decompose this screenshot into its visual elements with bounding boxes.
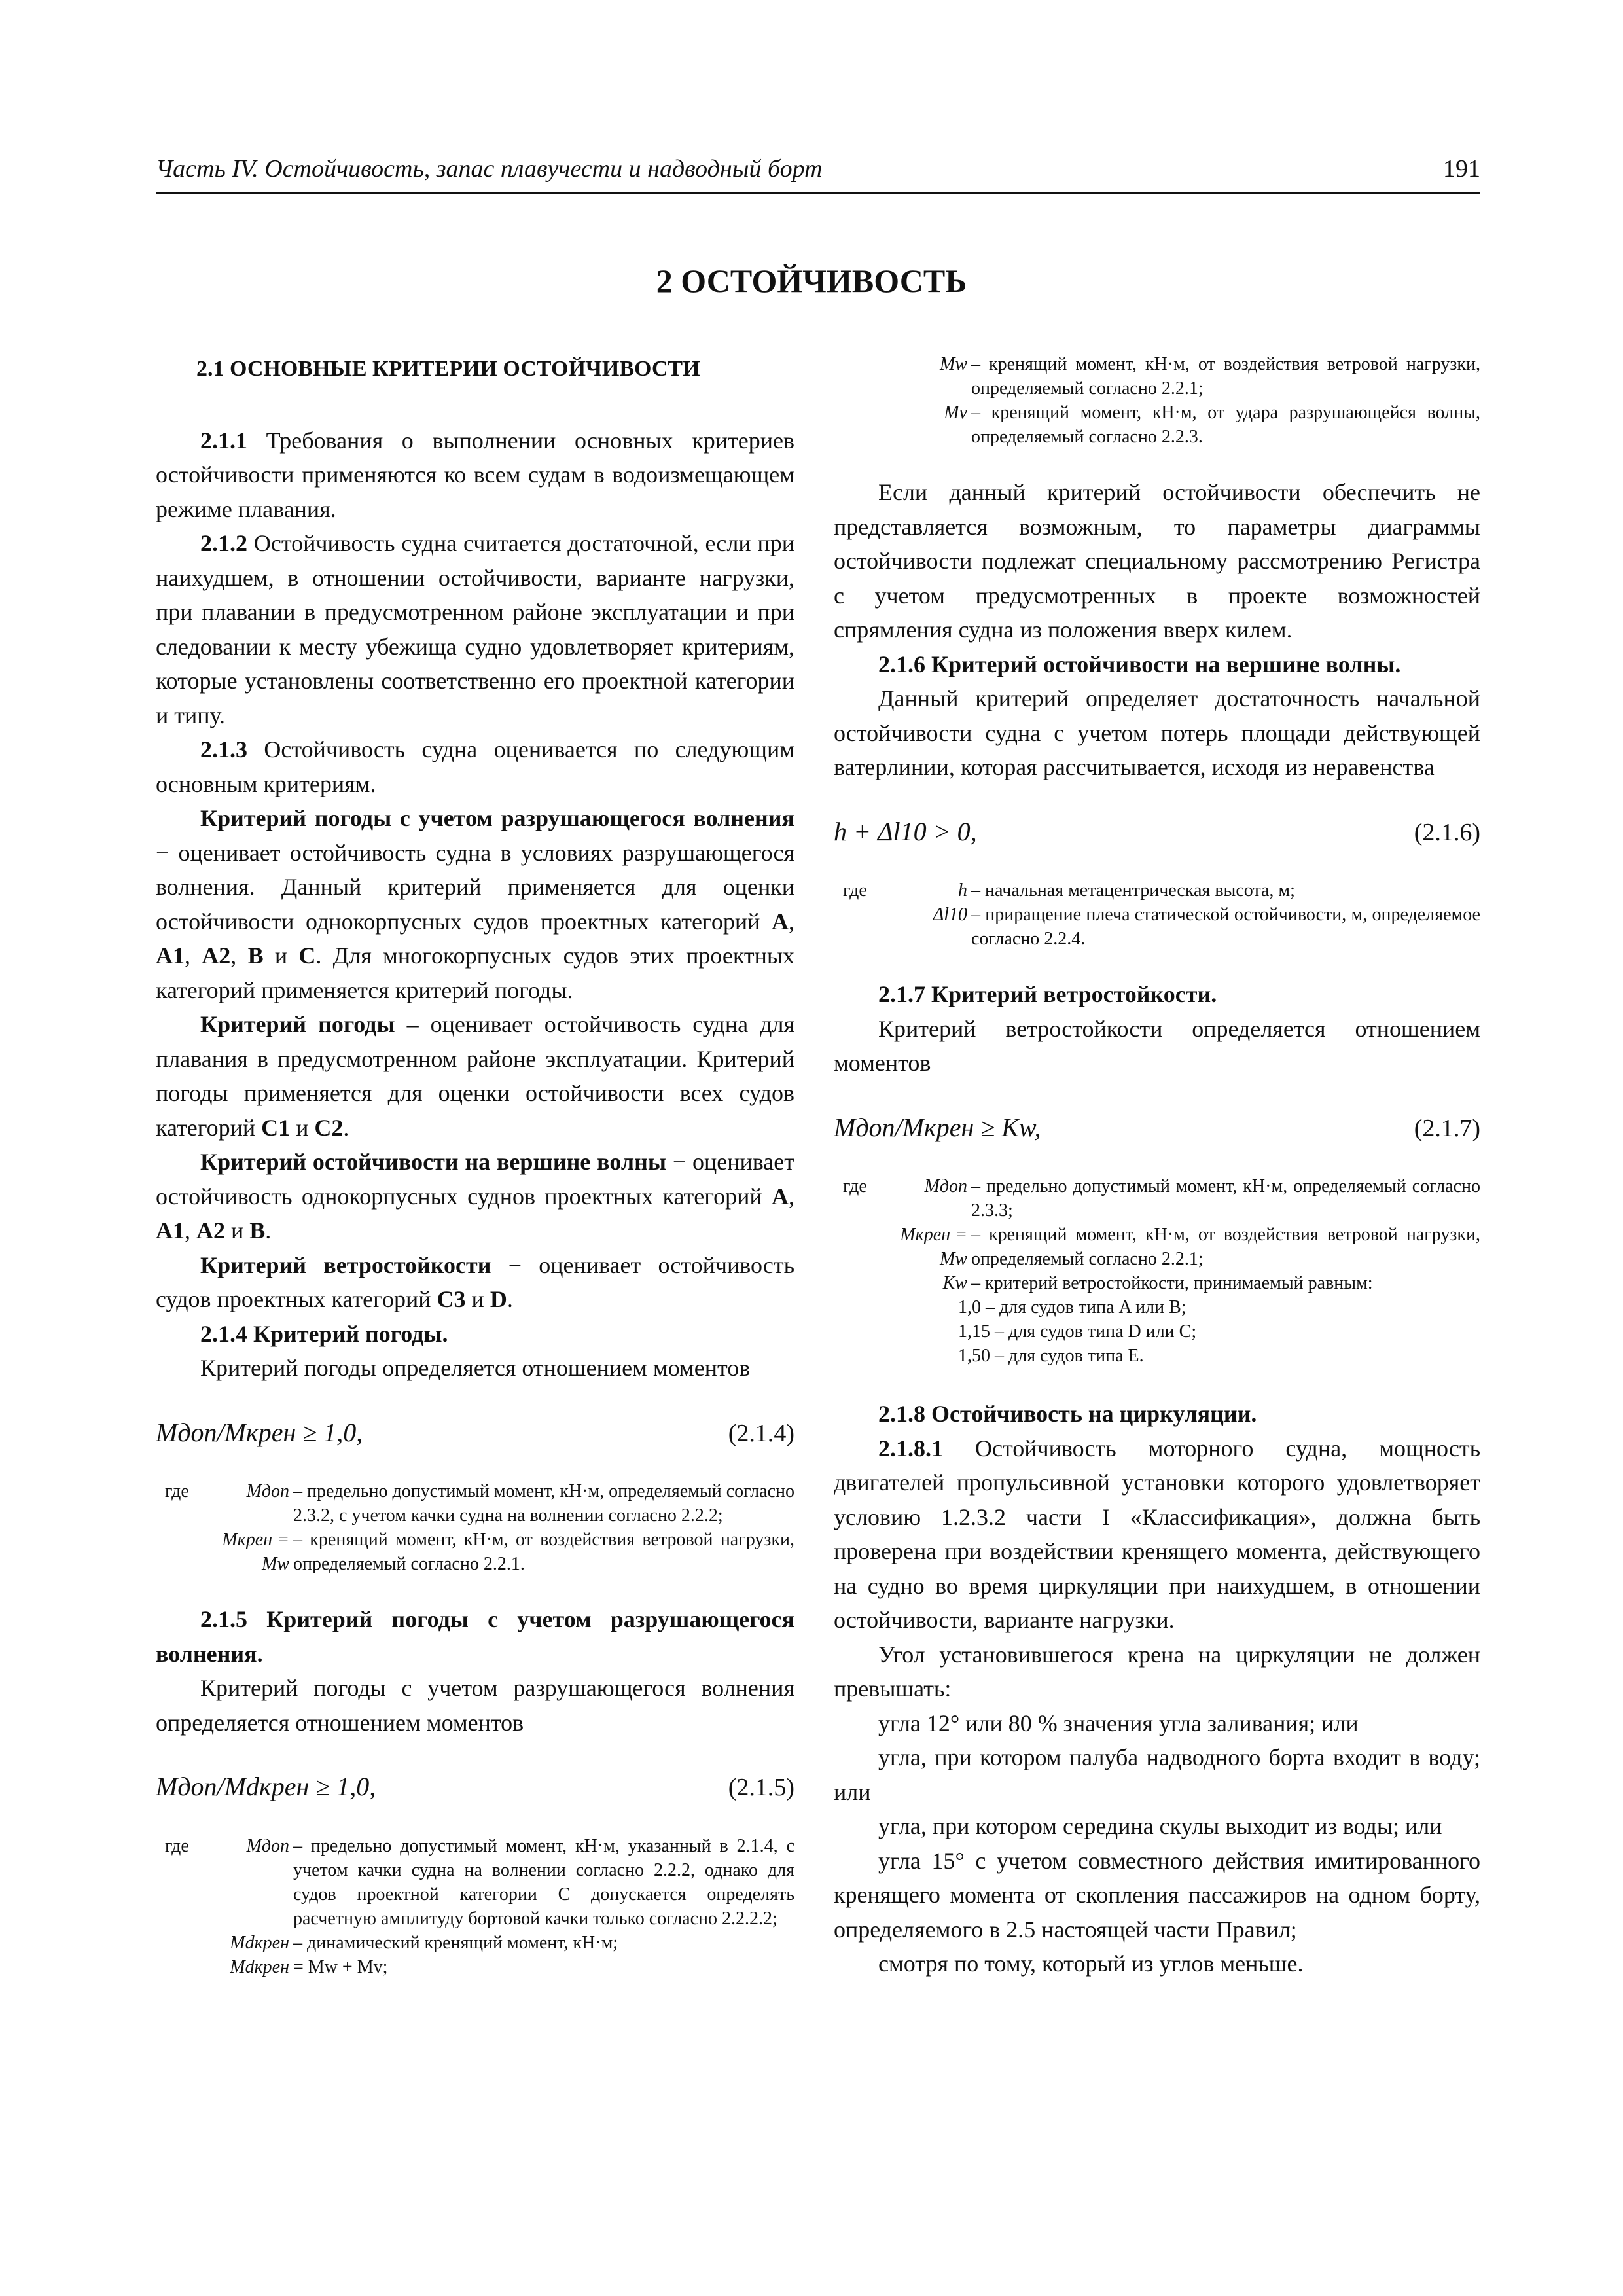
right-column <box>834 352 1480 1981</box>
criterion-breaking-wave <box>156 801 794 1007</box>
angle-condition-2: угла, при котором палуба надводного борта входит в воду; или <box>834 1744 1480 1805</box>
legend-row <box>834 401 1480 449</box>
criterion-weather <box>156 1007 794 1145</box>
legend-row <box>834 1271 1480 1295</box>
paragraph-2-1-7: Критерий ветростойкости определяется отношением моментов <box>834 1015 1480 1076</box>
legend-sym: Mdкрен <box>230 1932 289 1953</box>
legend-sym: Mv <box>944 403 967 423</box>
heading-2-1-7: 2.1.7 Критерий ветростойкости. <box>878 981 1217 1007</box>
legend-row <box>156 1479 794 1528</box>
legend-lbl: где <box>843 880 867 901</box>
criterion-text: − оценивает остойчивость судов проектных категорий <box>156 1251 795 1312</box>
criterion-wind-resistance <box>156 1248 794 1317</box>
paragraph-2-1-6: Данный критерий определяет достаточность начальной остойчивости судна с учетом потерь площади действующей ватерлинии, которая рассчитывается, исходя из неравенства <box>834 685 1480 780</box>
legend-row <box>156 1931 794 1955</box>
legend-desc: – кренящий момент, кН·м, от удара разрушающейся волны, определяемый согласно 2.2.3. <box>971 403 1480 447</box>
paragraph-2-1-3 <box>156 732 794 801</box>
paragraph-number: 2.1.2 <box>200 530 247 556</box>
separator: и <box>465 1286 490 1312</box>
heading-2-1-4: 2.1.4 Критерий погоды. <box>200 1320 448 1347</box>
formula-legend-2-1-7 <box>834 1174 1480 1295</box>
legend-sym: Mкрен = Mw <box>222 1530 289 1574</box>
paragraph-if-not-ensured: Если данный критерий остойчивости обеспечить не представляется возможным, то параметры диаграммы остойчивости подлежат специальному рассмотрению Регистра с учетом предусмотренных в проекте возможностей спрямления судна из положения вверх килем. <box>834 479 1480 643</box>
legend-row <box>834 878 1480 903</box>
category-c2: C2 <box>314 1114 344 1141</box>
legend-row <box>834 903 1480 951</box>
category-a: A <box>772 908 789 935</box>
legend-lbl: где <box>165 1481 189 1501</box>
paragraph-2-1-8-1 <box>834 1431 1480 1638</box>
legend-row <box>156 1955 794 1979</box>
legend-desc: – кренящий момент, кН·м, от воздействия ветровой нагрузки, определяемый согласно 2.2.1. <box>293 1530 794 1574</box>
formula-expression: Mдоп/Mкрен ≥ 1,0, <box>156 1417 363 1447</box>
legend-row <box>834 1223 1480 1271</box>
paragraph-heel-angle: Угол установившегося крена на циркуляции не должен превышать: <box>834 1641 1480 1702</box>
formula-legend-2-1-4 <box>156 1479 794 1576</box>
list-item: 1,0 – для судов типа A или B; <box>958 1297 1186 1318</box>
criterion-text: − оценивает остойчивость однокорпусных суднов проектных категорий <box>156 1149 794 1210</box>
category-a2: A2 <box>196 1217 225 1244</box>
legend-desc: – начальная метацентрическая высота, м; <box>971 880 1295 901</box>
category-c: C <box>298 942 316 969</box>
legend-sym: Mкрен = Mw <box>900 1225 967 1269</box>
paragraph-number: 2.1.8.1 <box>878 1435 943 1462</box>
angle-condition-3: угла, при котором середина скулы выходит из воды; или <box>878 1813 1442 1839</box>
left-column <box>156 352 794 2005</box>
legend-desc: – приращение плеча статической остойчивости, м, определяемое согласно 2.2.4. <box>971 905 1480 949</box>
legend-row <box>834 1174 1480 1223</box>
legend-row <box>156 1834 794 1931</box>
legend-lbl <box>834 1223 893 1271</box>
formula-2-1-5 <box>156 1770 794 1805</box>
paragraph-2-1-1 <box>156 423 794 527</box>
legend-desc: – предельно допустимый момент, кН·м, указанный в 2.1.4, с учетом качки судна на волнении согласно 2.2.2, однако для судов проектной категории C допускается определять расчетную амплитуду бортовой качки только согласно 2.2.2.2; <box>293 1835 794 1929</box>
criterion-term: Критерий ветростойкости <box>200 1251 491 1278</box>
formula-number: (2.1.4) <box>728 1419 794 1447</box>
criterion-wave-crest <box>156 1145 794 1248</box>
paragraph-number: 2.1.3 <box>200 736 247 762</box>
legend-desc: = Mw + Mv; <box>293 1956 388 1977</box>
separator: . <box>507 1286 513 1312</box>
legend-lbl <box>834 352 893 401</box>
paragraph-text: Остойчивость судна оценивается по следующим основным критериям. <box>156 736 794 797</box>
list-item: 1,50 – для судов типа E. <box>958 1346 1144 1366</box>
page-number: 191 <box>1443 155 1480 183</box>
legend-lbl <box>834 1271 893 1295</box>
criterion-term: Критерий остойчивости на вершине волны <box>200 1149 666 1175</box>
paragraph-text: Требования о выполнении основных критериев остойчивости применяются ко всем судам в водоизмещающем режиме плавания. <box>156 427 794 522</box>
criterion-term: Критерий погоды <box>200 1011 395 1037</box>
formula-2-1-7 <box>834 1111 1480 1146</box>
paragraph-2-1-5: Критерий погоды с учетом разрушающегося волнения определяется отношением моментов <box>156 1675 794 1736</box>
legend-sym: Δl10 <box>933 905 967 925</box>
heading-2-1-8: 2.1.8 Остойчивость на циркуляции. <box>878 1401 1257 1427</box>
category-a1: A1 <box>156 1217 185 1244</box>
legend-lbl <box>156 1955 215 1979</box>
separator: , <box>230 942 248 969</box>
section-title: 2.1 ОСНОВНЫЕ КРИТЕРИИ ОСТОЙЧИВОСТИ <box>196 357 700 381</box>
header-rule <box>156 192 1480 194</box>
formula-number: (2.1.6) <box>1414 818 1480 846</box>
legend-desc: – кренящий момент, кН·м, от воздействия ветровой нагрузки, определяемый согласно 2.2.1; <box>971 1225 1480 1269</box>
legend-sym: h <box>958 880 967 901</box>
paragraph-number: 2.1.1 <box>200 427 247 454</box>
running-header-title: Часть IV. Остойчивость, запас плавучести и надводный борт <box>156 155 823 183</box>
separator: , <box>185 942 202 969</box>
formula-legend-continued <box>834 352 1480 449</box>
criterion-term: Критерий погоды с учетом разрушающегося волнения <box>200 805 794 831</box>
legend-lbl <box>156 1528 215 1576</box>
formula-2-1-6 <box>834 815 1480 850</box>
category-a2: A2 <box>202 942 231 969</box>
category-d: D <box>490 1286 507 1312</box>
separator: , <box>185 1217 196 1244</box>
paragraph-text: Остойчивость моторного судна, мощность двигателей пропульсивной установки которого удовлетворяет условию 1.2.3.2 части I «Классификация», должна быть проверена при воздействии кренящего момента, действующего на судно во время циркуляции при наихудшем, в отношении остойчивости, варианте нагрузки. <box>834 1435 1480 1633</box>
legend-row <box>834 352 1480 401</box>
legend-sym: Mдоп <box>246 1835 289 1856</box>
list-item: 1,15 – для судов типа D или C; <box>958 1321 1197 1342</box>
formula-expression: Mдоп/Mкрен ≥ Kw, <box>834 1112 1041 1142</box>
category-c1: C1 <box>261 1114 291 1141</box>
legend-sym: Mдоп <box>246 1481 289 1501</box>
legend-sym: Mдоп <box>924 1176 967 1196</box>
category-a1: A1 <box>156 942 185 969</box>
separator: и <box>225 1217 250 1244</box>
legend-desc: – динамический кренящий момент, кН·м; <box>293 1932 618 1953</box>
legend-lbl <box>156 1931 215 1955</box>
angle-condition-4: угла 15° с учетом совместного действия имитированного кренящего момента от скопления пассажиров на одном борту, определяемого в 2.5 настоящей части Правил; <box>834 1847 1480 1943</box>
legend-lbl: где <box>165 1835 189 1856</box>
legend-desc: – критерий ветростойкости, принимаемый равным: <box>971 1273 1373 1293</box>
criterion-text: − оценивает остойчивость судна в условиях разрушающегося волнения. Данный критерий применяется для оценки остойчивости однокорпусных судов проектных категорий <box>156 839 794 935</box>
category-b: B <box>247 942 264 969</box>
separator: , <box>789 908 794 935</box>
legend-desc: – предельно допустимый момент, кН·м, определяемый согласно 2.3.2, с учетом качки судна на волнении согласно 2.2.2; <box>293 1481 794 1526</box>
legend-sym: Kw <box>942 1273 967 1293</box>
legend-lbl <box>834 903 893 951</box>
paragraph-2-1-4: Критерий погоды определяется отношением моментов <box>200 1355 751 1381</box>
legend-desc: – кренящий момент, кН·м, от воздействия ветровой нагрузки, определяемый согласно 2.2.1; <box>971 354 1480 399</box>
legend-sym: Mw <box>940 354 967 374</box>
heading-2-1-5: 2.1.5 Критерий погоды с учетом разрушающегося волнения. <box>156 1606 794 1667</box>
formula-expression: Mдоп/Mdкрен ≥ 1,0, <box>156 1772 376 1801</box>
formula-2-1-4 <box>156 1416 794 1451</box>
chapter-title: 2 ОСТОЙЧИВОСТЬ <box>656 262 967 299</box>
formula-expression: h + Δl10 > 0, <box>834 816 977 846</box>
legend-lbl: где <box>843 1176 867 1196</box>
kw-values-list <box>834 1295 1480 1368</box>
heading-2-1-6: 2.1.6 Критерий остойчивости на вершине волны. <box>878 651 1401 677</box>
legend-row <box>156 1528 794 1576</box>
legend-sym: Mdкрен <box>230 1956 289 1977</box>
separator: . <box>265 1217 272 1244</box>
formula-legend-2-1-6 <box>834 878 1480 951</box>
separator: и <box>290 1114 315 1141</box>
formula-number: (2.1.7) <box>1414 1114 1480 1142</box>
formula-number: (2.1.5) <box>728 1774 794 1801</box>
category-a: A <box>772 1183 789 1210</box>
criterion-text: . Для многокорпусных судов этих проектных категорий применяется критерий погоды. <box>156 942 795 1003</box>
separator: . <box>343 1114 349 1141</box>
formula-legend-2-1-5 <box>156 1834 794 1979</box>
category-c3: C3 <box>437 1286 466 1312</box>
legend-desc: – предельно допустимый момент, кН·м, определяемый согласно 2.3.3; <box>971 1176 1480 1221</box>
legend-lbl <box>834 401 893 449</box>
separator: и <box>263 942 299 969</box>
criterion-text: – оценивает остойчивость судна для плавания в предусмотренном районе эксплуатации. Критерий погоды применяется для оценки остойчивости всех судов категорий <box>156 1011 794 1141</box>
separator: , <box>789 1183 794 1210</box>
angle-condition-1: угла 12° или 80 % значения угла заливания; или <box>878 1710 1359 1736</box>
paragraph-text: Остойчивость судна считается достаточной, если при наихудшем, в отношении остойчивости, варианте нагрузки, при плавании в предусмотренном районе эксплуатации и при следовании к месту убежища судно удовлетворяет критериям, которые установлены соответственно его проектной категории и типу. <box>156 530 794 728</box>
angle-condition-5: смотря по тому, который из углов меньше. <box>878 1950 1304 1977</box>
paragraph-2-1-2 <box>156 526 794 732</box>
category-b: B <box>249 1217 266 1244</box>
